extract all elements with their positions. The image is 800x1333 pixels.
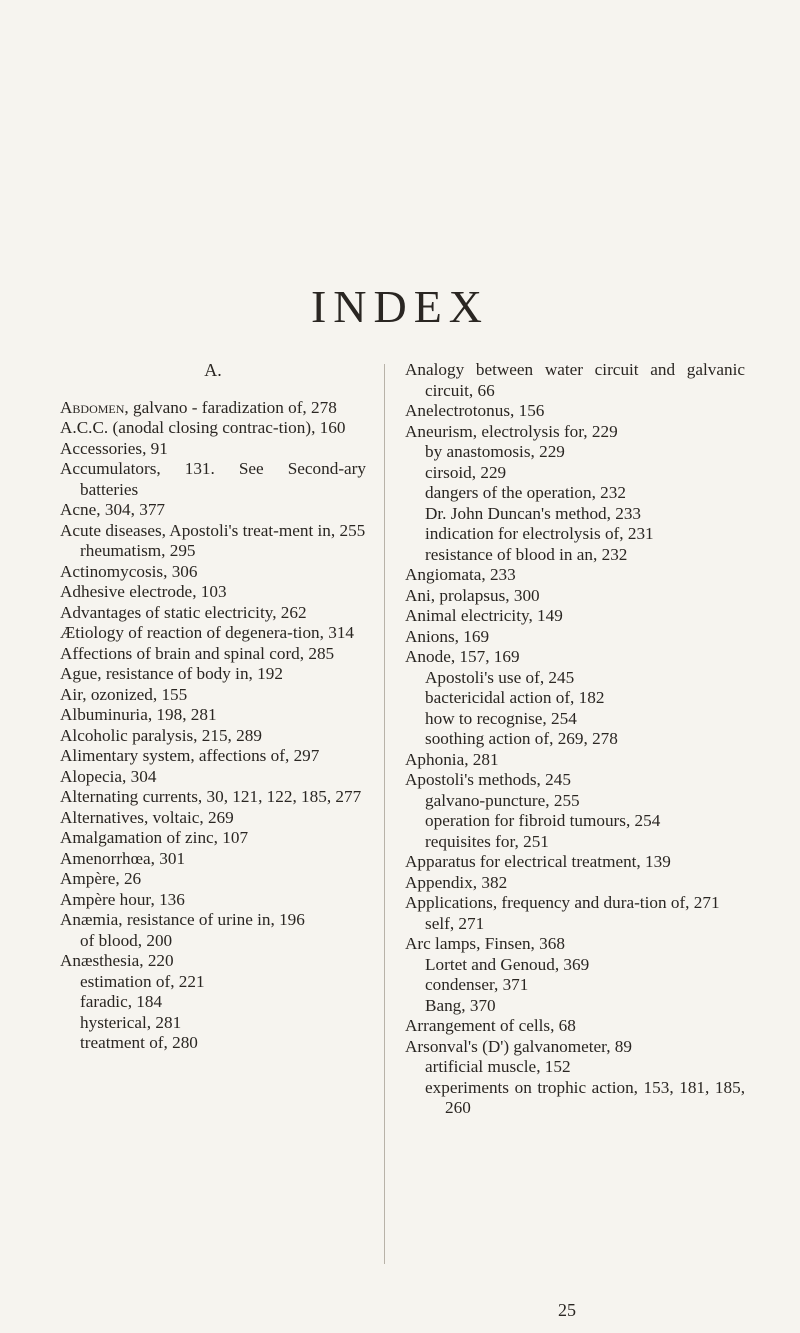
index-subentry: by anastomosis, 229 xyxy=(425,442,565,461)
index-subentry: condenser, 371 xyxy=(425,975,529,994)
index-entry: Anions, 169 xyxy=(405,626,490,646)
index-entry: Actinomycosis, 306 xyxy=(60,561,198,581)
index-entry: Air, ozonized, 155 xyxy=(60,684,188,704)
index-entry: Amenorrhœa, 301 xyxy=(60,848,186,868)
index-entry: Ætiology of reaction of degenera-tion, 314 xyxy=(60,623,355,642)
index-subentry: how to recognise, 254 xyxy=(425,708,577,728)
index-subentry: hysterical, 281 xyxy=(80,1012,182,1032)
index-subentry: cirsoid, 229 xyxy=(425,462,507,482)
index-entry: Adhesive electrode, 103 xyxy=(60,582,227,601)
index-subentry: Bang, 370 xyxy=(425,995,496,1015)
index-subentry: indication for electrolysis of, 231 xyxy=(425,524,654,543)
index-subentry: treatment of, 280 xyxy=(80,1033,198,1052)
index-entry: Albuminuria, 198, 281 xyxy=(60,705,217,724)
index-entry: Angiomata, 233 xyxy=(405,565,516,584)
index-subentry: resistance of blood in an, 232 xyxy=(425,544,628,564)
index-subentry: faradic, 184 xyxy=(80,992,163,1011)
index-subentry: artificial muscle, 152 xyxy=(425,1057,571,1076)
index-entry: Applications, frequency and dura-tion of, 271 xyxy=(405,893,720,912)
left-entry-list xyxy=(60,418,366,1054)
index-subentry: Dr. John Duncan's method, 233 xyxy=(425,503,642,523)
index-entry: Anelectrotonus, 156 xyxy=(405,401,545,420)
index-entry: Appendix, 382 xyxy=(405,872,508,892)
index-entry: Acne, 304, 377 xyxy=(60,500,166,519)
index-entry: Ampère hour, 136 xyxy=(60,889,185,909)
index-entry: Alternatives, voltaic, 269 xyxy=(60,807,234,827)
index-entry: Alternating currents, 30, 121, 122, 185, 277 xyxy=(60,787,362,806)
index-entry: Anæmia, resistance of urine in, 196 xyxy=(60,910,305,929)
index-title: INDEX xyxy=(310,281,490,332)
first-entry-head: Abdomen xyxy=(60,397,125,417)
index-entry: A.C.C. (anodal closing contrac-tion), 160 xyxy=(60,418,346,437)
index-entry: Accessories, 91 xyxy=(60,438,168,458)
index-entry: Apostoli's methods, 245 xyxy=(405,770,571,789)
index-entry: Acute diseases, Apostoli's treat-ment in, 255 xyxy=(60,520,366,540)
index-entry xyxy=(60,398,366,419)
index-subentry: galvano-puncture, 255 xyxy=(425,790,580,810)
right-entry-list xyxy=(405,360,745,1119)
index-entry: Advantages of static electricity, 262 xyxy=(60,602,307,622)
index-column-left xyxy=(60,360,366,1054)
index-entry: Ampère, 26 xyxy=(60,869,142,888)
index-entry: Amalgamation of zinc, 107 xyxy=(60,828,249,847)
index-entry: Alimentary system, affections of, 297 xyxy=(60,746,320,765)
page-number: 25 xyxy=(558,1300,576,1320)
index-subentry: rheumatism, 295 xyxy=(80,541,196,560)
index-entry: Analogy between water circuit and galvanic circuit, 66 xyxy=(405,360,745,400)
first-entry-rest: , galvano - faradization of, 278 xyxy=(124,397,337,417)
index-entry: Arrangement of cells, 68 xyxy=(405,1016,576,1035)
index-entry: Anode, 157, 169 xyxy=(405,647,520,666)
index-subentry: experiments on trophic action, 153, 181, 185, 260 xyxy=(425,1077,745,1117)
index-entry: Aphonia, 281 xyxy=(405,749,499,769)
index-subentry: dangers of the operation, 232 xyxy=(425,483,626,502)
index-entry: Alcoholic paralysis, 215, 289 xyxy=(60,725,262,745)
index-subentry: requisites for, 251 xyxy=(425,831,549,851)
index-subentry: bactericidal action of, 182 xyxy=(425,688,605,707)
index-entry: Aneurism, electrolysis for, 229 xyxy=(405,421,618,441)
index-entry: Apparatus for electrical treatment, 139 xyxy=(405,852,671,871)
index-subentry: self, 271 xyxy=(425,913,485,933)
index-subentry: operation for fibroid tumours, 254 xyxy=(425,811,661,830)
column-divider xyxy=(384,364,385,1264)
index-entry: Animal electricity, 149 xyxy=(405,606,563,625)
index-entry: Arc lamps, Finsen, 368 xyxy=(405,934,565,953)
index-column-right xyxy=(405,360,745,1119)
index-entry: Arsonval's (D') galvanometer, 89 xyxy=(405,1036,632,1056)
index-subentry: of blood, 200 xyxy=(80,930,173,950)
section-letter: A. xyxy=(204,360,222,380)
index-entry: Anæsthesia, 220 xyxy=(60,951,174,970)
index-entry: Ague, resistance of body in, 192 xyxy=(60,664,283,683)
index-subentry: Apostoli's use of, 245 xyxy=(425,667,575,687)
index-entry: Accumulators, 131. See Second-ary batteries xyxy=(60,459,366,499)
index-entry: Alopecia, 304 xyxy=(60,766,157,786)
index-entry: Ani, prolapsus, 300 xyxy=(405,585,540,605)
index-subentry: soothing action of, 269, 278 xyxy=(425,729,618,748)
index-subentry: Lortet and Genoud, 369 xyxy=(425,954,590,974)
index-entry: Affections of brain and spinal cord, 285 xyxy=(60,643,335,663)
index-subentry: estimation of, 221 xyxy=(80,971,205,991)
